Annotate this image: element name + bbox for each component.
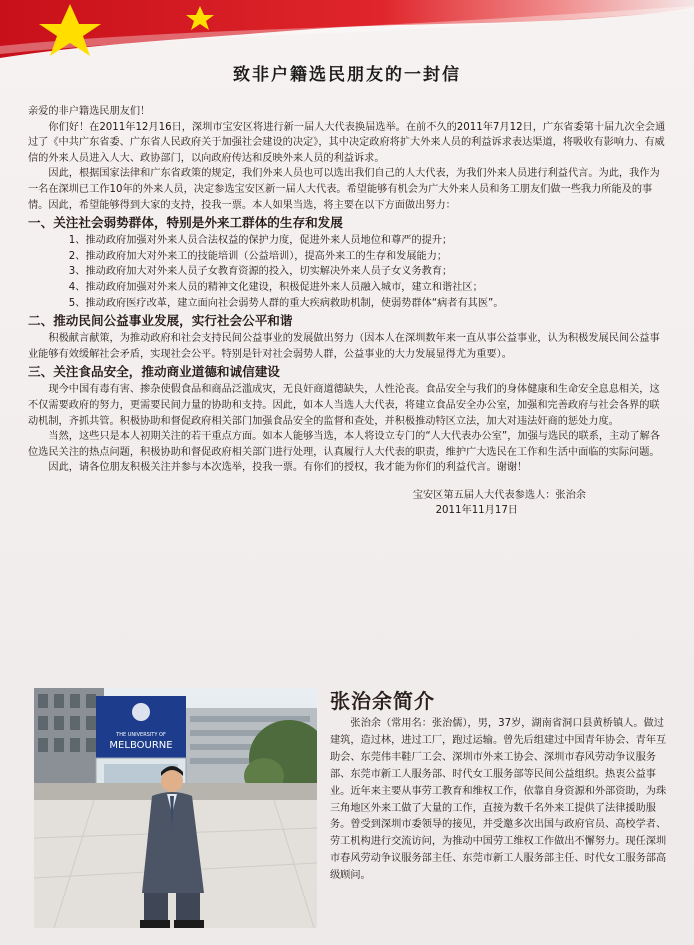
bio-text-block	[330, 716, 668, 885]
paragraph: 你们好！在2011年12月16日，深圳市宝安区将进行新一届人大代表换届选举。在前不久的2011年7月12日，广东省委第十届九次全会通过了《中共广东省委、广东省人民政府关于加强社会建设的决定》，其中决定政府将扩大外来人员的利益诉求表达渠道，将吸收有影响力、有威信的外来人员进入人大、政协部门，以向政府传达和反映外来人员的利益诉求。	[28, 121, 666, 164]
flag-banner	[0, 0, 694, 58]
bio-paragraph: 张治余（常用名：张治儒），男，37岁，湖南省洞口县黄桥镇人。做过建筑，造过林，进过工厂，跑过运输。曾先后组建过中国青年协会、青年互助会、东莞伟丰鞋厂工会、深圳市外来工协会、深圳市春风劳动争议服务部、东莞市新工人服务部、时代女工服务部等民间公益组织。热衷公益事业。近年来主要从事劳工教育和维权工作，依靠自身资源和外部资助，为珠三角地区外来工做了大量的工作，直接为数千名外来工提供了法律援助服务。曾受到深圳市委领导的接见，并受邀多次出国与政府官员、高校学者、劳工机构进行交流访问，为推动中国劳工维权工作做出不懈努力。现任深圳市春风劳动争议服务部主任、东莞市新工人服务部主任、时代女工服务部高级顾问。	[330, 718, 667, 882]
paragraph: 因此，根据国家法律和广东省政策的规定，我们外来人员也可以选出我们自己的人大代表，为我们外来人员进行利益代言。为此，我作为一名在深圳已工作10年的外来人员，决定参选宝安区新一届人大代表。希望能够有机会为广大外来人员和务工朋友们做一些我力所能及的事情。因此，希望能够得到大家的支持，投我一票。本人如果当选，将主要在以下方面做出努力：	[28, 168, 660, 211]
list-item: 3、推动政府加大对外来人员子女教育资源的投入，切实解决外来人员子女义务教育；	[68, 266, 453, 278]
paragraph: 积极献言献策，为推动政府和社会支持民间公益事业的发展做出努力（因本人在深圳数年来一直从事公益事业，认为积极发展民间公益事业能够有效缓解社会矛盾，实现社会公平。特别是针对社会弱势人群，公益事业的大力发展显得尤为重要）。	[28, 333, 660, 360]
letter-body	[28, 104, 668, 519]
date: 2011年11月17日	[435, 505, 518, 517]
paragraph: 因此，请各位朋友积极关注并参与本次选举，投我一票。有你们的授权，我才能为你们的利益代言。谢谢！	[48, 462, 528, 474]
list-item: 1、推动政府加强对外来人员合法权益的保护力度，促进外来人员地位和尊严的提升；	[68, 235, 453, 247]
sign-big-text: MELBOURNE	[109, 740, 173, 751]
list-item: 5、推动政府医疗改革，建立面向社会弱势人群的重大疾病救助机制，使弱势群体“病者有其医”。	[68, 297, 504, 309]
paragraph: 当然，这些只是本人初期关注的若干重点方面。如本人能够当选，本人将设立专门的“人大代表办公室”，加强与选民的联系，主动了解各位选民关注的热点问题，积极协助和督促政府相关部门进行处理，认真履行人大代表的职责，维护广大选民在工作和生活中面临的实际问题。	[28, 431, 661, 458]
list-item: 2、推动政府加大对外来工的技能培训（公益培训），提高外来工的生存和发展能力；	[68, 250, 448, 262]
candidate-photo	[34, 688, 317, 928]
salutation: 亲爱的非户籍选民朋友们！	[28, 106, 151, 117]
section-heading: 一、关注社会弱势群体，特别是外来工群体的生存和发展	[28, 215, 343, 231]
section-heading: 二、推动民间公益事业发展，实行社会公平和谐	[28, 313, 293, 329]
sign-small-text: THE UNIVERSITY OF	[116, 732, 166, 738]
paragraph: 现今中国有毒有害、掺杂使假食品和商品泛滥成灾，无良奸商道德缺失，人性沦丧。食品安全与我们的身体健康和生命安全息息相关，这不仅需要政府的努力，更需要民间力量的协助和支持。因此，如本人当选人大代表，将建立食品安全办公室，加强和完善政府与社会各界的联动机制，齐抓共管。积极协助和督促政府相关部门加强食品安全的监督和查处，并积极推动特区立法，加大对违法奸商的惩处力度。	[28, 384, 660, 427]
bio-title: 张治余简介	[330, 689, 435, 713]
list-item: 4、推动政府加强对外来人员的精神文化建设，积极促进外来人员融入城市，建立和谐社区；	[68, 281, 483, 293]
section-heading: 三、关注食品安全，推动商业道德和诚信建设	[28, 364, 280, 380]
signature: 宝安区第五届人大代表参选人：张治余	[412, 489, 586, 501]
page-title: 致非户籍选民朋友的一封信	[233, 65, 461, 85]
